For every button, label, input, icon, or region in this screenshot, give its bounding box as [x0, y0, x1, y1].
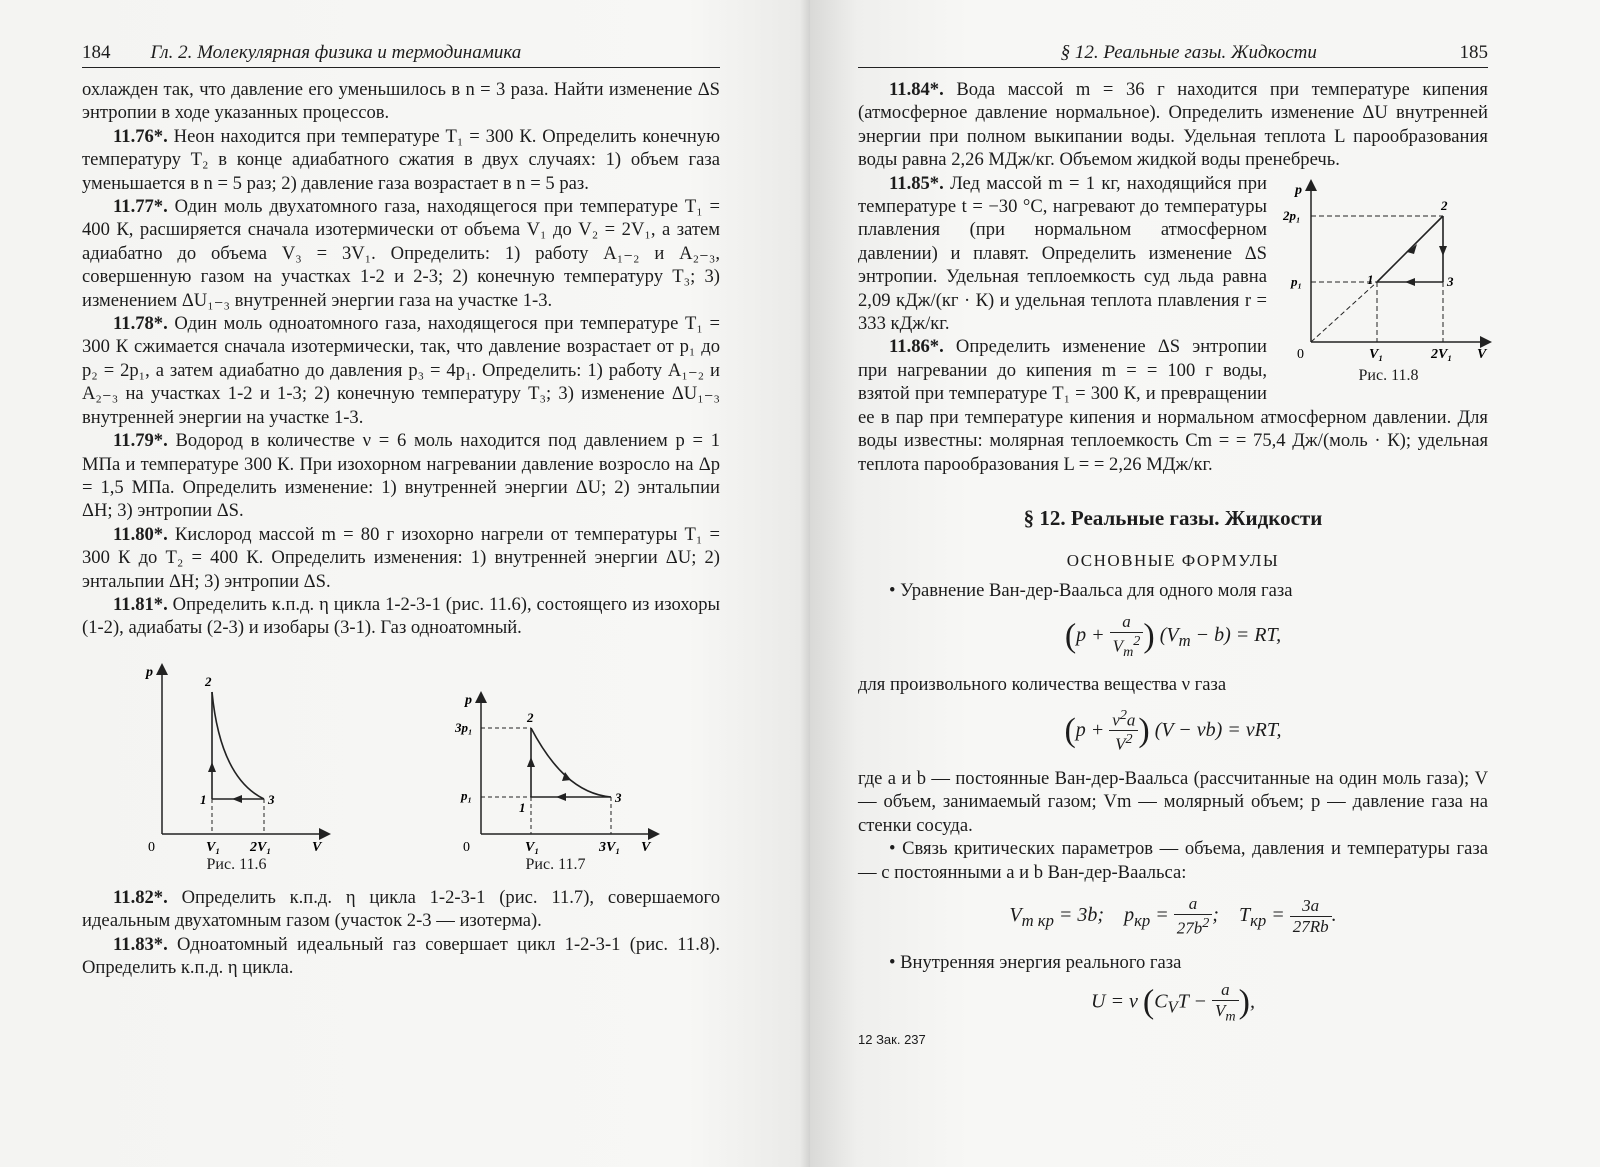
figure-11-7	[441, 654, 671, 874]
problem-11-85: 11.85*. Лед массой m = 1 кг, находящийся при температуре t = −30 °С, нагревают до температуры плавления (при нормальном атмосферном давлении) и плавят. Определить изменение ΔS энтропии. Удельная теплоемкость cуд льда равна 2,09 кДж/(кг · К) и удельная теплота плавления r = 333 кДж/кг.	[858, 172, 1267, 335]
problem-number: 11.85*.	[889, 172, 944, 194]
running-title: § 12. Реальные газы. Жидкости	[1060, 42, 1317, 63]
origin-label: 0	[147, 839, 155, 854]
point-label-1: 1	[1367, 271, 1374, 287]
formula-internal-energy: U = ν ($C_VT$ − $\frac{a}{V_m}$ ),	[1091, 980, 1255, 1025]
problem-number: 11.78*.	[113, 313, 168, 335]
tick-label-v1: V₁	[1369, 346, 1384, 362]
tick-label-2p1: 2p₁	[1283, 207, 1301, 223]
figure-caption: Рис. 11.7	[525, 855, 586, 873]
point-label-3: 3	[267, 791, 274, 807]
section-title: § 12. Реальные газы. Жидкости	[1023, 505, 1323, 530]
origin-label: 0	[1297, 346, 1304, 362]
formula-van-der-waals-general: (p + $\frac{\nu^2a}{V^2}$ ) (V − νb) = νRT,	[1064, 706, 1282, 755]
point-label-2: 2	[1441, 197, 1448, 213]
figure-caption: Рис. 11.8	[1358, 366, 1419, 384]
axis-label-v: V	[1477, 346, 1487, 362]
problem-number: 11.81*.	[113, 593, 168, 615]
paragraph: охлажден так, что давление его уменьшилось в n = 3 раза. Найти изменение ΔS энтропии в ходе указанных процессов.	[82, 79, 720, 124]
pv-diagram-11-6	[132, 654, 342, 854]
point-label-2: 2	[526, 709, 533, 725]
point-label-1: 1	[518, 799, 525, 815]
problem-number: 11.76*.	[113, 125, 168, 147]
axis-label-p: p	[145, 664, 153, 680]
problem-number: 11.82*.	[113, 886, 168, 908]
axis-label-v: V	[640, 839, 650, 854]
tick-label-v1: V₁	[524, 839, 539, 854]
problem-number: 11.77*.	[113, 196, 168, 218]
problem-11-82: 11.82*. Определить к.п.д. η цикла 1-2-3-1 (рис. 11.7), совершаемого идеальным двухатомным газом (участок 2-3 — изотерма).	[82, 886, 720, 932]
problem-11-81: 11.81*. Определить к.п.д. η цикла 1-2-3-1 (рис. 11.6), состоящего из изохоры (1-2), адиабаты (2-3) и изобары (3-1). Газ одноатомный.	[82, 593, 720, 639]
formula-van-der-waals-molar: (p + $\frac{a}{V_m^2}$ ) $(V_m - b)$ = RT,	[1064, 612, 1282, 661]
problem-11-77: 11.77*. Один моль двухатомного газа, находящегося при температуре T₁ = 400 К, расширяется сначала изотермически от объема V₁ до V₂ = 2V₁, а затем адиабатно до объема V₃ = 3V₁. Определить: 1) работу A₁₋₂ и A₂₋₃, совершенную газом на участках 1-2 и 2-3; 2) конечную температуру T₃; 3) изменением ΔU₁₋₃ внутренней энергии газа на участке 1-3.	[82, 196, 720, 311]
problem-11-83: 11.83*. Одноатомный идеальный газ совершает цикл 1-2-3-1 (рис. 11.8). Определить к.п.д. η цикла.	[82, 933, 721, 978]
running-head-left	[82, 42, 720, 68]
figure-caption: Рис. 11.6	[206, 855, 267, 873]
section-subhead: ОСНОВНЫЕ ФОРМУЛЫ	[1066, 550, 1280, 570]
problem-11-84: 11.84*. Вода массой m = 36 г находится при температуре кипения (атмосферное давление нормальное). Определить изменение ΔU внутренней энергии при полном выкипании воды. Удельная теплота L парообразования воды равна 2,26 МДж/кг. Объемом жидкой воды пренебречь.	[858, 79, 1488, 171]
point-label-1: 1	[199, 791, 206, 807]
axis-label-p: p	[464, 692, 472, 708]
problem-number: 11.80*.	[113, 523, 168, 545]
tick-label-2v1: 2V₁	[1431, 346, 1453, 362]
point-label-3: 3	[1447, 273, 1454, 289]
problem-number: 11.86*.	[889, 336, 944, 358]
point-label-2: 2	[204, 673, 211, 689]
problem-11-80: 11.80*. Кислород массой m = 80 г изохорно нагрели от температуры T₁ = 300 К до T₂ = 400 К. Определить изменения: 1) внутренней энергии ΔU; 2) энтальпии ΔH; 3) энтропии ΔS.	[82, 523, 720, 592]
running-title: Гл. 2. Молекулярная физика и термодинамика	[150, 42, 522, 63]
pv-diagram-11-7	[441, 654, 671, 854]
problem-11-78: 11.78*. Один моль одноатомного газа, находящегося при температуре T₁ = 300 К сжимается сначала изотермически, так, что давление возрастает от p₁ до p₂ = 2p₁, а затем адиабатно до давления p₃ = 4p₁. Определить: 1) работу A₁₋₂ и A₂₋₃ на участках 1-2 и 1-3; 2) конечную температуру T₃; 3) изменение ΔU₁₋₃ внутренней энергии на участке 1-3.	[82, 313, 720, 428]
figures-row	[82, 654, 720, 874]
figure-11-8	[1281, 172, 1496, 385]
origin-label: 0	[462, 839, 470, 854]
bullet-internal-energy: • Внутренняя энергия реального газа	[889, 951, 1182, 973]
point-label-3: 3	[614, 789, 621, 805]
running-head-right	[858, 42, 1488, 68]
tick-label-3p1: 3p₁	[454, 719, 473, 735]
right-page	[810, 0, 1600, 1167]
problem-number: 11.84*.	[889, 79, 944, 100]
figure-11-6	[132, 654, 342, 874]
axis-label-p: p	[1295, 182, 1302, 198]
axis-label-v: V	[311, 839, 321, 854]
bullet-critical-parameters: • Связь критических параметров — объема, давления и температуры газа — с постоянными a и b Ван-дер-Ваальса:	[858, 838, 1488, 883]
tick-label-p1: p₁	[1291, 273, 1303, 289]
page-number: 185	[1459, 42, 1488, 63]
problem-11-79: 11.79*. Водород в количестве ν = 6 моль находится под давлением p = 1 МПа и температуре 300 К. При изохорном нагревании давление возросло на Δp = 1,5 МПа. Определить изменение: 1) внутренней энергии ΔU; 2) энтальпии ΔH; 3) энтропии ΔS.	[82, 430, 721, 522]
bullet-van-der-waals: • Уравнение Ван-дер-Ваальса для одного моля газа	[889, 579, 1293, 601]
page-number: 184	[82, 42, 111, 63]
pv-diagram-11-8	[1281, 172, 1496, 362]
problem-11-76: 11.76*. Неон находится при температуре T₁ = 300 К. Определить конечную температуру T₂ в конце адиабатного сжатия в двух случаях: 1) объем газа уменьшается в n = 5 раз; 2) давление газа возрастает в n = 5 раз.	[82, 125, 720, 194]
paragraph-definitions: где a и b — постоянные Ван-дер-Ваальса (рассчитанные на один моль газа); V — объем, занимаемый газом; Vm — молярный объем; p — давление газа на стенки сосуда.	[858, 768, 1488, 836]
problem-number: 11.79*.	[113, 430, 168, 452]
problem-number: 11.83*.	[113, 933, 168, 955]
tick-label-3v1: 3V₁	[598, 839, 620, 854]
problem-11-86: 11.86*. Определить изменение ΔS энтропии при нагревании до кипения m = = 100 г воды, взятой при температуре T₁ = 300 К, и превращении ее в пар при температуре кипения и нормальном атмосферном давлении. Для воды известны: молярная теплоемкость Cm = = 75,4 Дж/(моль · К); удельная теплота парообразования L = = 2,26 МДж/кг.	[858, 336, 1488, 475]
paragraph: для произвольного количества вещества ν газа	[858, 674, 1227, 696]
tick-label-2v1: 2V₁	[249, 839, 271, 854]
printer-mark: 12 Зак. 237	[858, 1031, 926, 1047]
formula-critical-parameters: $V_{m кр} = 3b$; $p_{кр}$ = $\frac{a}{27b^2}$ ; $T_{кр}$ = $\frac{3a}{27Rb}$ .	[1009, 894, 1337, 938]
tick-label-v1: V₁	[205, 839, 220, 854]
tick-label-p1: p₁	[460, 787, 472, 803]
